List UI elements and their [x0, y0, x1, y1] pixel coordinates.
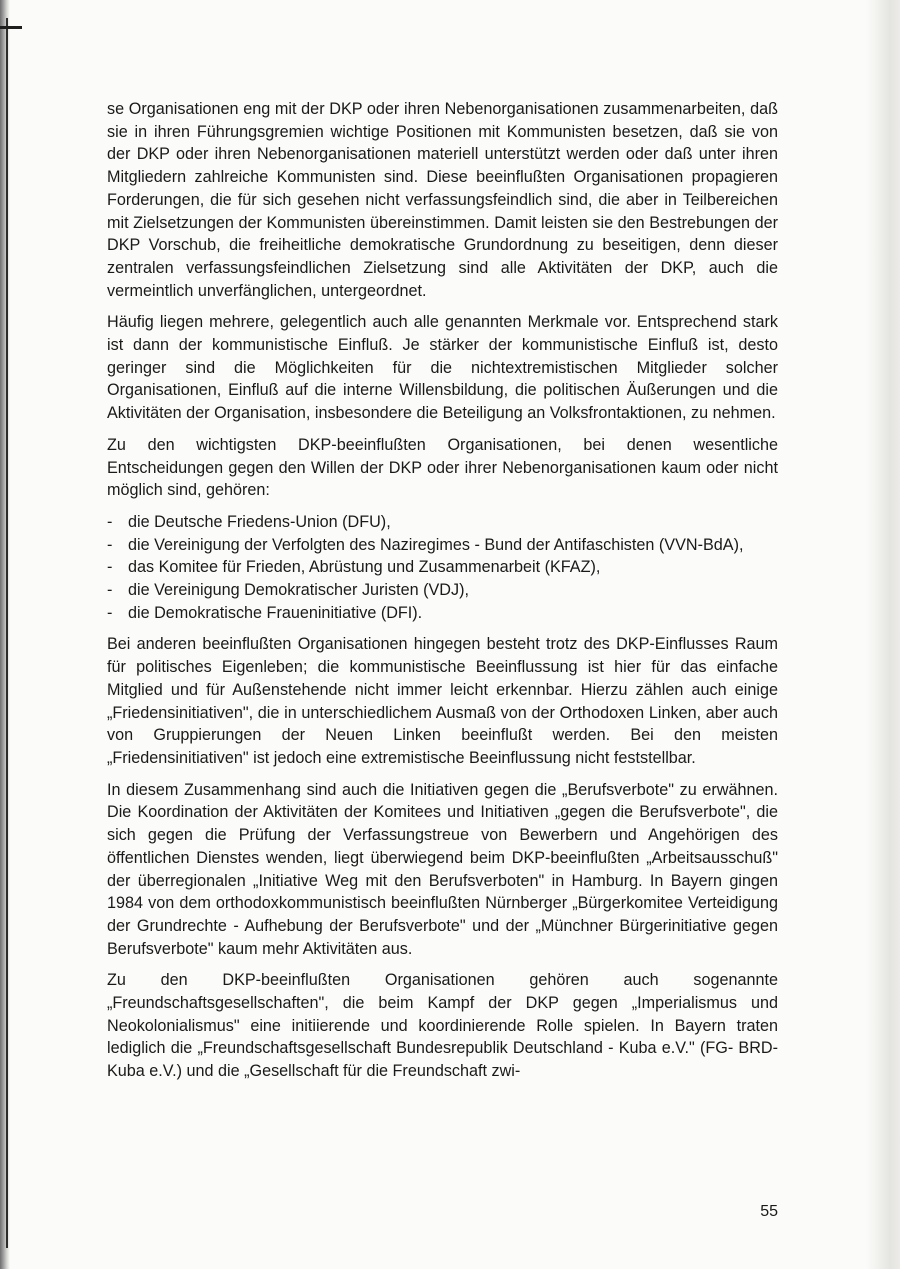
- page-right-edge-shadow: [866, 0, 900, 1269]
- corner-mark: [0, 26, 22, 29]
- list-dash: -: [107, 603, 113, 622]
- list-item: [107, 556, 778, 579]
- paragraph-6: Zu den DKP-beeinflußten Organisationen gehören auch sogenannte „Freundschaftsgesellschaften", die beim Kampf der DKP gegen „Imperialismus und Neokolonialismus" eine initiierende und koordinierende Rolle spielen. In Bayern traten lediglich die „Freundschaftsgesellschaft Bundesrepublik Deutschland - Kuba e.V." (FG- BRD-Kuba e.V.) und die „Gesellschaft für die Freundschaft zwi-: [107, 971, 778, 1081]
- list-item: [107, 579, 778, 602]
- list-dash: -: [107, 535, 113, 554]
- list-dash: -: [107, 558, 113, 577]
- body-text: [107, 98, 778, 1092]
- list-dash: -: [107, 512, 113, 531]
- list-item: [107, 511, 778, 534]
- list-item-text: die Vereinigung Demokratischer Juristen (VDJ),: [128, 581, 469, 600]
- paragraph-1: se Organisationen eng mit der DKP oder ihren Nebenorganisationen zusammenarbeiten, daß sie in ihren Führungsgremien wichtige Positionen mit Kommunisten besetzen, daß sie von der DKP oder ihren Nebenorganisationen materiell unterstützt werden oder daß unter ihren Mitgliedern zahlreiche Kommunisten sind. Diese beeinflußten Organisationen propagieren Forderungen, die für sich gesehen nicht verfassungsfeindlich sind, die aber in Teilbereichen mit Zielsetzungen der Kommunisten übereinstimmen. Damit leisten sie den Bestrebungen der DKP Vorschub, die freiheitliche demokratische Grundordnung zu beseitigen, denn dieser zentralen verfassungsfeindlichen Zielsetzung sind alle Aktivitäten der DKP, auch die vermeintlich unverfänglichen, untergeordnet.: [107, 100, 778, 300]
- list-item-text: die Demokratische Fraueninitiative (DFI).: [128, 603, 423, 622]
- page-left-edge-shadow: [0, 0, 10, 1269]
- list-dash: -: [107, 581, 113, 600]
- list-item: [107, 602, 778, 625]
- list-item-text: die Vereinigung der Verfolgten des Naziregimes - Bund der Antifaschisten (VVN-BdA),: [128, 535, 744, 554]
- list-item-text: die Deutsche Friedens-Union (DFU),: [128, 512, 391, 531]
- organization-list: [107, 511, 778, 625]
- page-number: 55: [760, 1203, 778, 1220]
- paragraph-5: In diesem Zusammenhang sind auch die Initiativen gegen die „Berufsverbote" zu erwähnen. Die Koordination der Aktivitäten der Komitees und Initiativen „gegen die Berufsverbote", die sich gegen die Prüfung der Verfassungstreue von Bewerbern und Angehörigen des öffentlichen Dienstes wenden, liegt überwiegend beim DKP-beeinflußten „Arbeitsausschuß" der überregionalen „Initiative Weg mit den Berufsverboten" in Hamburg. In Bayern gingen 1984 von dem orthodoxkommunistisch beeinflußten Nürnberger „Bürgerkomitee Verteidigung der Grundrechte - Aufhebung der Berufsverbote" und der „Münchner Bürgerinitiative gegen Berufsverbote" kaum mehr Aktivitäten aus.: [107, 780, 778, 958]
- paragraph-4: Bei anderen beeinflußten Organisationen hingegen besteht trotz des DKP-Einflusses Raum für politisches Eigenleben; die kommunistische Beeinflussung ist hier für das einfache Mitglied und für Außenstehende nicht immer leicht erkennbar. Hierzu zählen auch einige „Friedensinitiativen", die in unterschiedlichem Ausmaß von der Orthodoxen Linken, aber auch von Gruppierungen der Neuen Linken beeinflußt werden. Bei den meisten „Friedensinitiativen" ist jedoch eine extremistische Beeinflussung nicht feststellbar.: [107, 635, 778, 767]
- paragraph-3: Zu den wichtigsten DKP-beeinflußten Organisationen, bei denen wesentliche Entscheidungen gegen den Willen der DKP oder ihrer Nebenorganisationen kaum oder nicht möglich sind, gehören:: [107, 435, 778, 500]
- page-binding-line: [6, 18, 8, 1248]
- list-item: [107, 534, 778, 557]
- list-item-text: das Komitee für Frieden, Abrüstung und Zusammenarbeit (KFAZ),: [128, 558, 601, 577]
- paragraph-2: Häufig liegen mehrere, gelegentlich auch alle genannten Merkmale vor. Entsprechend stark ist dann der kommunistische Einfluß. Je stärker der kommunistische Einfluß ist, desto geringer sind die Möglichkeiten für die nichtextremistischen Mitglieder solcher Organisationen, Einfluß auf die interne Willensbildung, die politischen Äußerungen und die Aktivitäten der Organisation, insbesondere die Beteiligung an Volksfrontaktionen, zu nehmen.: [107, 313, 778, 423]
